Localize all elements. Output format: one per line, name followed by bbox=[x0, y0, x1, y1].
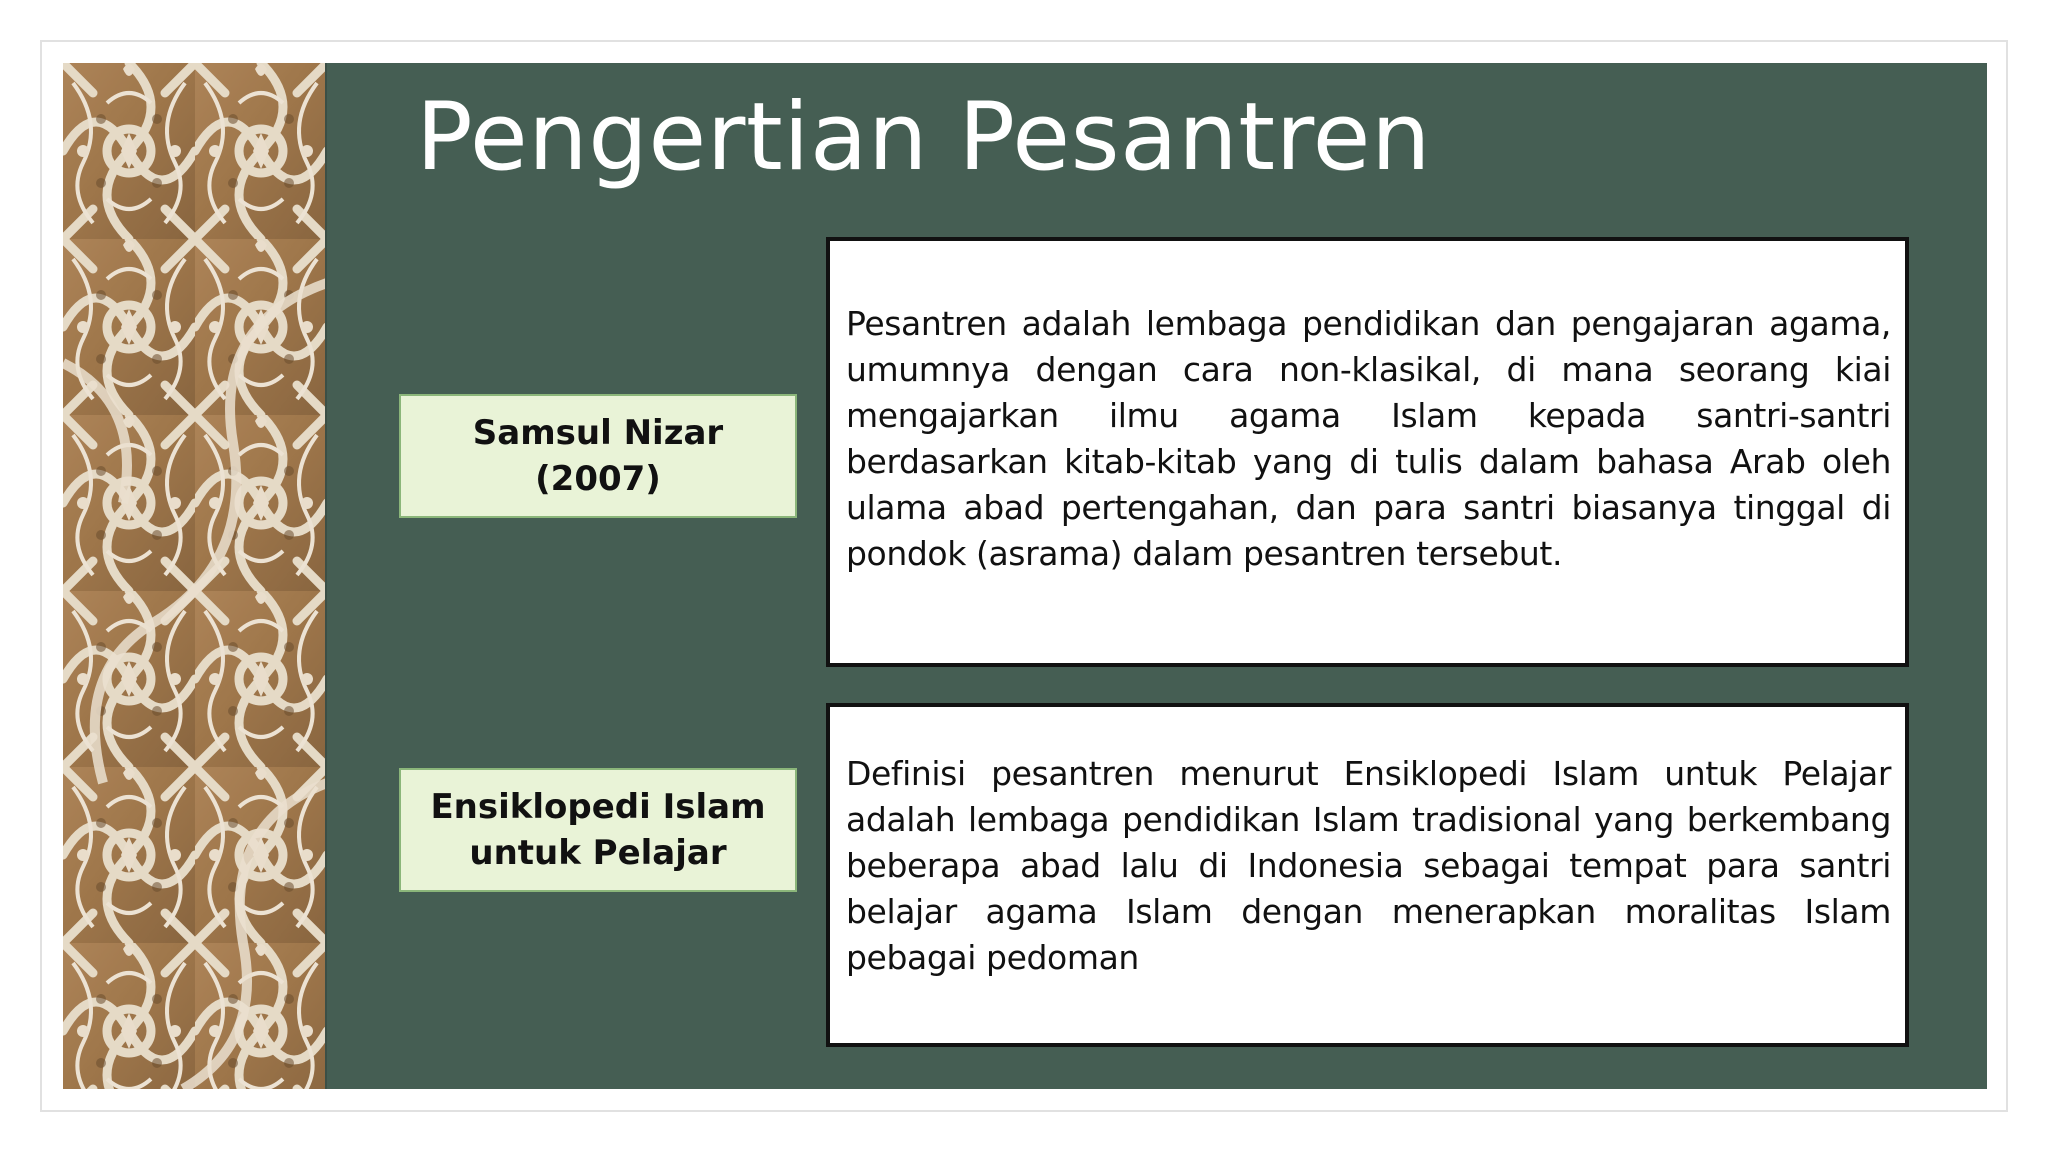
slide bbox=[63, 63, 1987, 1089]
definition-box-ensiklopedi-islam bbox=[826, 703, 1909, 1047]
definition-text: Pesantren adalah lembaga pendidikan dan pengajaran agama, umumnya dengan cara non-klasikal, di mana seorang kiai mengajarkan ilmu agama Islam kepada santri-santri berdasarkan kitab-kitab yang di tulis dalam bahasa Arab oleh ulama abad pertengahan, dan para santri biasanya tinggal di pondok (asrama) dalam pesantren tersebut. bbox=[846, 304, 1891, 573]
definition-text: Definisi pesantren menurut Ensiklopedi Islam untuk Pelajar adalah lembaga pendidikan Islam tradisional yang berkembang beberapa abad lalu di Indonesia sebagai tempat para santri belajar agama Islam dengan menerapkan moralitas Islam pebagai pedoman bbox=[846, 754, 1891, 977]
source-label-ensiklopedi-islam: Ensiklopedi Islam untuk Pelajar bbox=[399, 768, 797, 892]
slide-title: Pengertian Pesantren bbox=[416, 83, 1432, 192]
source-label-samsul-nizar: Samsul Nizar (2007) bbox=[399, 394, 797, 518]
definition-box-samsul-nizar bbox=[826, 237, 1909, 667]
arabesque-ornament-image bbox=[63, 63, 327, 1089]
